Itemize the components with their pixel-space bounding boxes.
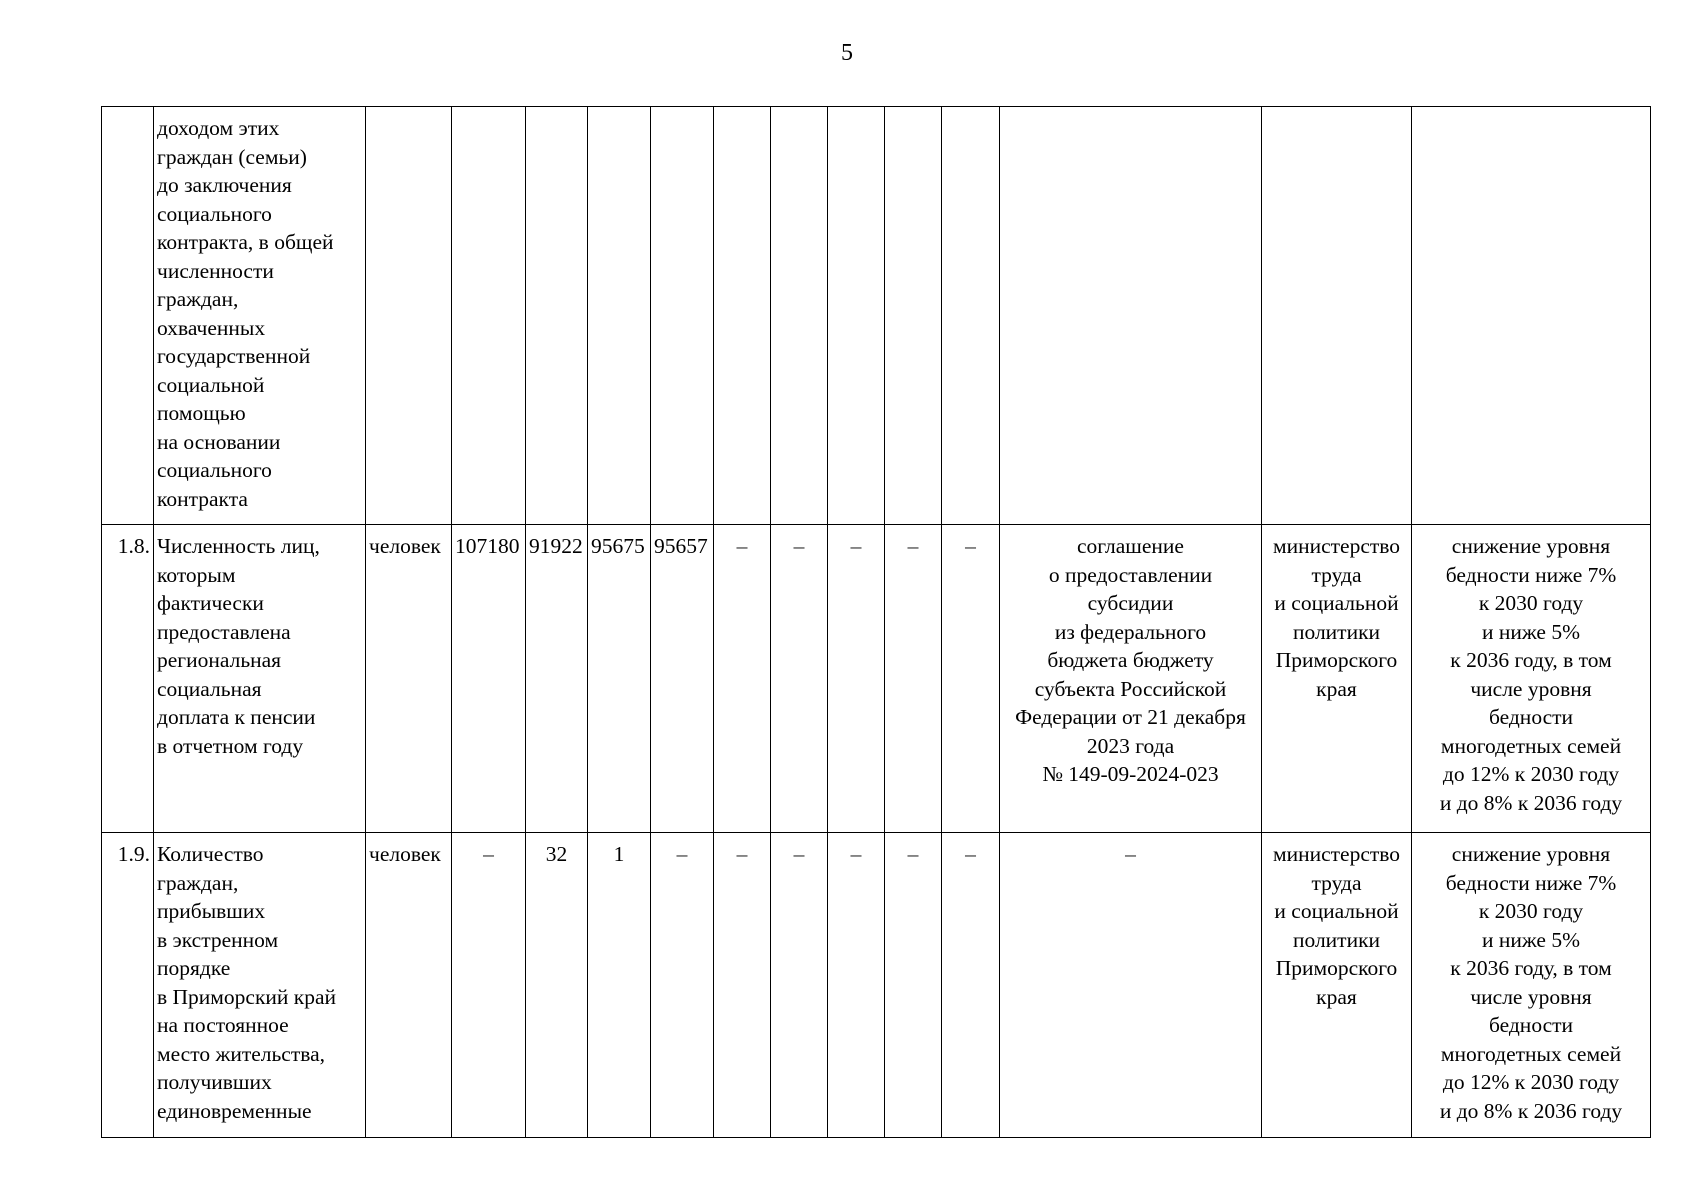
text-line: бедности ниже 7% [1445, 562, 1617, 587]
value-cell: – [452, 833, 526, 1138]
value-cell: 91922 [526, 525, 588, 833]
text-line: региональная [157, 648, 282, 672]
text-line: граждан (семьи) [157, 144, 307, 169]
value-cell: – [942, 833, 1000, 1138]
value-cell [885, 107, 942, 525]
table-row [102, 833, 1651, 1138]
text-line: и ниже 5% [1481, 927, 1581, 952]
text-line: помощью [157, 401, 246, 425]
value-cell: – [885, 833, 942, 1138]
value-cell [771, 107, 828, 525]
text-line: контракта, в общей [157, 230, 334, 254]
unit-cell: человек [366, 525, 452, 833]
text-line: на постоянное [157, 1013, 289, 1037]
text-line: числе уровня [1470, 676, 1592, 701]
text-line: социальной [157, 372, 265, 397]
indicator-description [154, 833, 366, 1138]
value-cell: – [714, 525, 771, 833]
text-line: к 2030 году [1478, 591, 1584, 615]
text-line: социальная [157, 676, 262, 701]
text-line: и ниже 5% [1481, 619, 1581, 644]
value-cell [714, 107, 771, 525]
value-cell: – [828, 525, 885, 833]
document-cell [1000, 525, 1262, 833]
text-line: доплата к пенсии [157, 705, 316, 729]
text-line: 2023 года [1086, 733, 1175, 758]
value-cell [651, 107, 714, 525]
text-line: Количество [157, 842, 264, 866]
text-line: субсидии [1087, 591, 1174, 615]
text-line: снижение уровня [1451, 534, 1611, 558]
text-line: порядке [157, 956, 231, 980]
table-row [102, 107, 1651, 525]
text-line: Федерации от 21 декабря [1015, 705, 1246, 729]
text-line: многодетных семей [1440, 1041, 1622, 1066]
text-line: числе уровня [1470, 984, 1592, 1009]
text-line: до заключения [157, 173, 292, 197]
text-line: единовременные [157, 1098, 312, 1123]
result-cell [1412, 525, 1651, 833]
value-cell: 32 [526, 833, 588, 1138]
value-cell: – [942, 525, 1000, 833]
text-line: в Приморский край [157, 984, 337, 1009]
text-line: граждан, [157, 870, 239, 895]
responsible-cell [1262, 833, 1412, 1138]
text-line: из федерального [1054, 619, 1207, 644]
text-line: политики [1292, 619, 1381, 644]
text-line: края [1316, 984, 1357, 1009]
text-line: получивших [157, 1070, 272, 1094]
text-line: граждан, [157, 287, 239, 311]
value-cell: 107180 [452, 525, 526, 833]
text-line: прибывших [157, 899, 266, 923]
value-cell: – [771, 833, 828, 1138]
text-line: государственной [157, 344, 311, 368]
text-line: о предоставлении [1048, 562, 1213, 587]
responsible-cell [1262, 525, 1412, 833]
text-line: бедности [1488, 1013, 1574, 1037]
document-cell [1000, 107, 1262, 525]
text-line: и до 8% к 2036 году [1439, 790, 1623, 815]
text-line: и социальной [1274, 591, 1399, 615]
unit-cell [366, 107, 452, 525]
text-line: и до 8% к 2036 году [1439, 1098, 1623, 1123]
row-number: 1.8. [102, 525, 154, 833]
text-line: социального [157, 458, 272, 482]
document-cell: – [1000, 833, 1262, 1138]
text-line: Численность лиц, [157, 534, 320, 558]
text-line: предоставлена [157, 619, 291, 644]
text-line: до 12% к 2030 году [1442, 762, 1620, 786]
text-line: бедности [1488, 705, 1574, 729]
responsible-cell [1262, 107, 1412, 525]
text-line: многодетных семей [1440, 733, 1622, 758]
text-line: труда [1311, 562, 1362, 587]
value-cell: – [885, 525, 942, 833]
value-cell: 95657 [651, 525, 714, 833]
page-number: 5 [841, 40, 853, 66]
text-line: численности [157, 258, 274, 283]
text-line: фактически [157, 591, 264, 615]
text-line: Приморского [1275, 648, 1398, 672]
value-cell [828, 107, 885, 525]
text-line: министерство [1272, 842, 1401, 866]
text-line: политики [1292, 927, 1381, 952]
text-line: социального [157, 201, 272, 226]
text-line: к 2036 году, в том [1450, 956, 1612, 980]
text-line: бедности ниже 7% [1445, 870, 1617, 895]
value-cell [452, 107, 526, 525]
text-line: Приморского [1275, 956, 1398, 980]
value-cell: 1 [588, 833, 651, 1138]
value-cell [942, 107, 1000, 525]
text-line: контракта [157, 486, 248, 511]
value-cell: – [714, 833, 771, 1138]
value-cell: – [828, 833, 885, 1138]
text-line: место жительства, [157, 1041, 326, 1066]
result-cell [1412, 833, 1651, 1138]
text-line: до 12% к 2030 году [1442, 1070, 1620, 1094]
indicator-description [154, 525, 366, 833]
text-line: № 149-09-2024-023 [1042, 762, 1219, 786]
text-line: субъекта Российской [1034, 676, 1227, 701]
text-line: бюджета бюджету [1047, 648, 1214, 672]
text-line: труда [1311, 870, 1362, 895]
text-line: к 2036 году, в том [1450, 648, 1612, 672]
text-line: в экстренном [157, 927, 279, 952]
value-cell: 95675 [588, 525, 651, 833]
indicators-table [101, 106, 1651, 1138]
result-cell [1412, 107, 1651, 525]
text-line: края [1316, 676, 1357, 701]
unit-cell: человек [366, 833, 452, 1138]
value-cell: – [651, 833, 714, 1138]
value-cell [526, 107, 588, 525]
row-number [102, 107, 154, 525]
text-line: соглашение [1077, 534, 1184, 558]
text-line: и социальной [1274, 899, 1399, 923]
indicator-description [154, 107, 366, 525]
text-line: которым [157, 562, 236, 587]
text-line: на основании [157, 429, 281, 454]
text-line: министерство [1272, 534, 1401, 558]
text-line: доходом этих [157, 116, 280, 140]
row-number: 1.9. [102, 833, 154, 1138]
value-cell [588, 107, 651, 525]
text-line: снижение уровня [1451, 842, 1611, 866]
value-cell: – [771, 525, 828, 833]
text-line: к 2030 году [1478, 899, 1584, 923]
table-row [102, 525, 1651, 833]
text-line: охваченных [157, 315, 266, 340]
text-line: в отчетном году [157, 733, 304, 758]
